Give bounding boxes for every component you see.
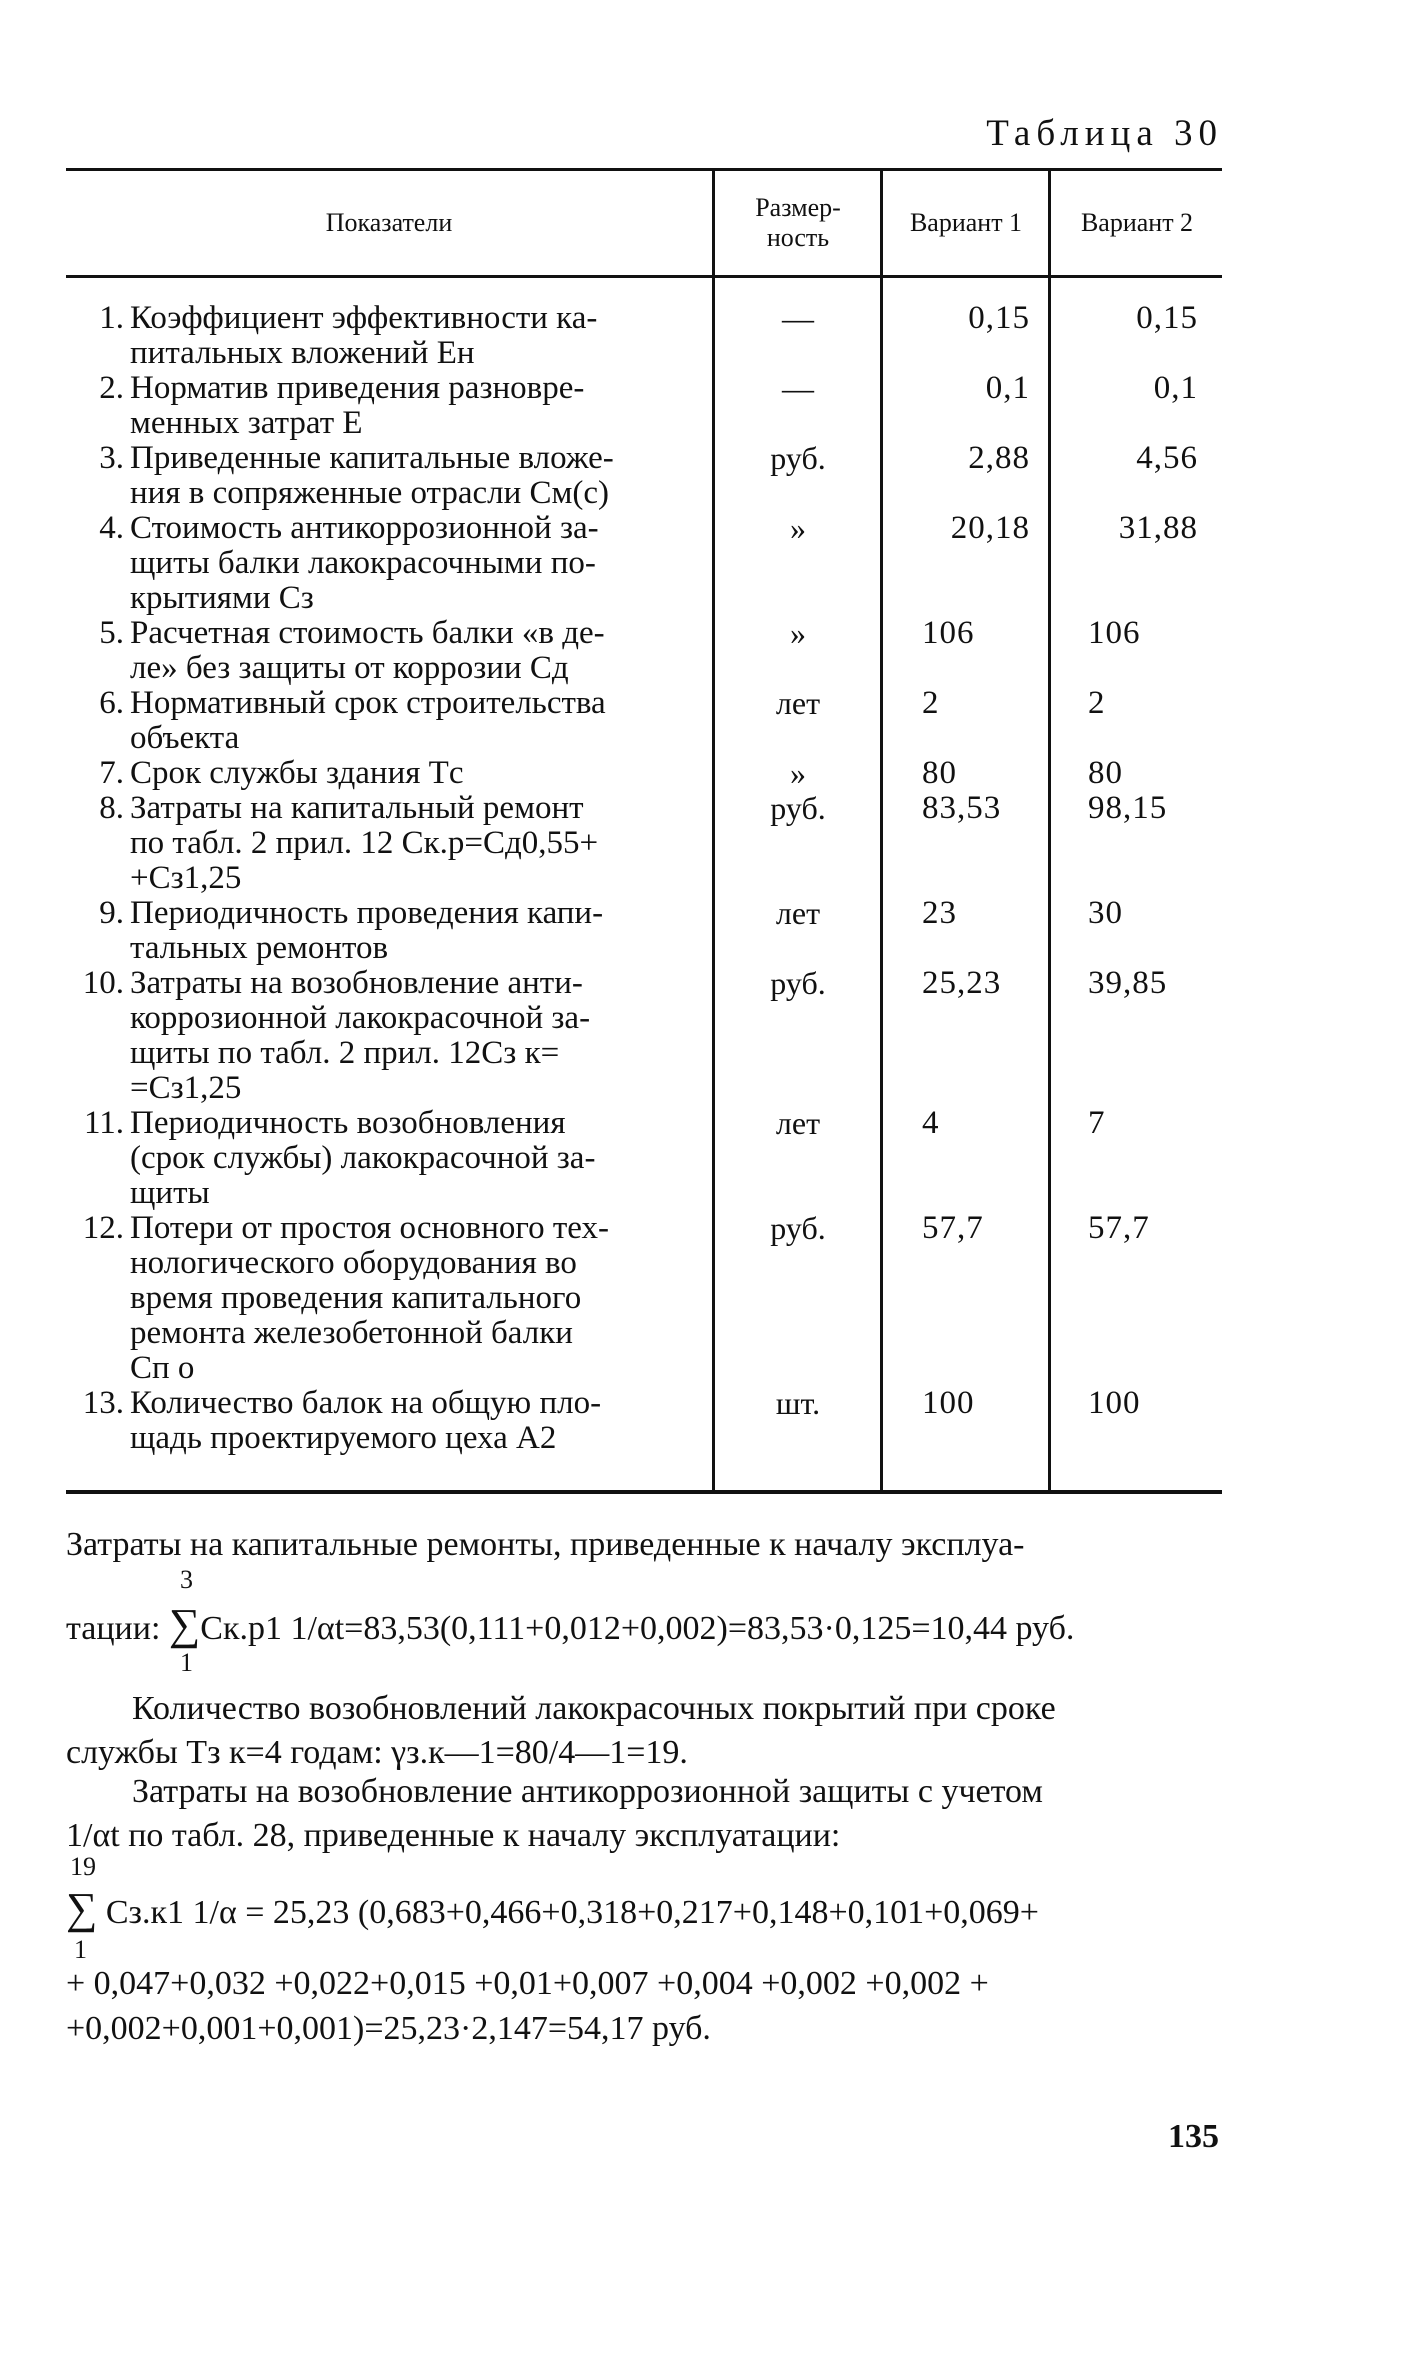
row-number: 9. (99, 895, 124, 931)
indicator-line: Потери от простоя основного тех- (130, 1210, 609, 1246)
paragraph-line: Затраты на возобновление антикоррозионной защиты с учетом (132, 1773, 1043, 1810)
sum-lower-limit: 1 (74, 1935, 87, 1964)
row-indicator (130, 966, 708, 1106)
row-number: 12. (82, 1210, 124, 1246)
row-number: 5. (99, 615, 124, 651)
indicator-line: Приведенные капитальные вложе- (130, 440, 614, 476)
header-variant2: Вариант 2 (1080, 208, 1194, 238)
indicator-line: Коэффициент эффективности ка- (130, 300, 598, 336)
row-indicator (130, 1211, 708, 1386)
row-indicator (130, 756, 708, 791)
row-indicator (130, 1386, 708, 1456)
row-variant2: 0,15 (1136, 300, 1198, 336)
indicator-line: питальных вложений Eн (130, 335, 475, 371)
row-number: 3. (99, 440, 124, 476)
indicator-line: по табл. 2 прил. 12 Cк.р=Cд0,55+ (130, 825, 599, 861)
row-variant1: 25,23 (922, 965, 1002, 1001)
row-dimension: руб. (770, 965, 826, 1001)
row-variant2: 106 (1088, 615, 1141, 651)
indicator-line: Стоимость антикоррозионной за- (130, 510, 599, 546)
indicator-line: (срок службы) лакокрасочной за- (130, 1140, 596, 1176)
row-number: 8. (99, 790, 124, 826)
indicator-line: Затраты на капитальный ремонт (130, 790, 584, 826)
row-variant1: 20,18 (950, 510, 1030, 546)
row-variant1: 23 (922, 895, 957, 931)
row-variant1: 2 (922, 685, 940, 721)
formula-body: Cз.к1 1/α = 25,23 (0,683+0,466+0,318+0,217+0,148+0,101+0,069+ (105, 1894, 1039, 1931)
row-variant1: 4 (922, 1105, 940, 1141)
row-variant2: 98,15 (1088, 790, 1168, 826)
row-variant1: 106 (922, 615, 975, 651)
indicator-line: Cп о (130, 1350, 195, 1386)
row-indicator (130, 1106, 708, 1211)
indicator-line: +Cз1,25 (130, 860, 242, 896)
row-dimension: » (790, 510, 806, 546)
column-divider (712, 171, 715, 1490)
indicator-line: коррозионной лакокрасочной за- (130, 1000, 591, 1036)
indicator-line: =Cз1,25 (130, 1070, 242, 1106)
indicator-line: Нормативный срок строительства (130, 685, 606, 721)
formula-result: +0,002+0,001+0,001)=25,23·2,147=54,17 руб. (66, 2010, 711, 2047)
paragraph-line: Количество возобновлений лакокрасочных покрытий при сроке (132, 1690, 1056, 1727)
paragraph-line: службы Tз к=4 годам: γз.к—1=80/4—1=19. (66, 1734, 688, 1771)
indicator-line: ния в сопряженные отрасли Cм(c) (130, 475, 610, 511)
row-variant2: 7 (1088, 1105, 1106, 1141)
row-number: 4. (99, 510, 124, 546)
row-dimension: — (782, 300, 814, 336)
paragraph-line: 1/αt по табл. 28, приведенные к началу эксплуатации: (66, 1817, 841, 1854)
sum-upper-limit: 19 (70, 1852, 96, 1881)
sum-lower-limit: 1 (180, 1648, 193, 1677)
indicator-line: щадь проектируемого цеха A2 (130, 1420, 557, 1456)
formula-continuation: + 0,047+0,032 +0,022+0,015 +0,01+0,007 +0,004 +0,002 +0,002 + (66, 1965, 989, 2002)
row-number: 6. (99, 685, 124, 721)
row-variant1: 57,7 (922, 1210, 984, 1246)
row-indicator (130, 371, 708, 441)
indicator-line: ле» без защиты от коррозии Cд (130, 650, 569, 686)
row-indicator (130, 896, 708, 966)
sigma-icon: ∑ (168, 1600, 201, 1649)
row-number: 1. (99, 300, 124, 336)
indicator-line: Расчетная стоимость балки «в де- (130, 615, 605, 651)
formula-prefix: тации: (66, 1610, 169, 1647)
row-dimension: — (782, 370, 814, 406)
indicator-line: Затраты на возобновление анти- (130, 965, 583, 1001)
paragraph-renewals-count (66, 1687, 1222, 1775)
row-variant2: 80 (1088, 755, 1123, 791)
header-indicators: Показатели (325, 208, 453, 238)
indicator-line: нологического оборудования во (130, 1245, 577, 1281)
row-indicator (130, 511, 708, 616)
header-dimension-line1: Размер- (755, 193, 841, 223)
row-dimension: руб. (770, 1210, 826, 1246)
indicator-line: ремонта железобетонной балки (130, 1315, 573, 1351)
column-divider (880, 171, 883, 1490)
indicator-line: щиты (130, 1175, 210, 1211)
row-indicator (130, 301, 708, 371)
row-indicator (130, 441, 708, 511)
indicator-line: щиты по табл. 2 прил. 12Cз к= (130, 1035, 560, 1071)
row-dimension: шт. (775, 1385, 821, 1421)
indicator-line: щиты балки лакокрасочными по- (130, 545, 596, 581)
table-bottom-rule (66, 1490, 1222, 1494)
row-dimension: лет (775, 895, 821, 931)
table-title: Таблица 30 (986, 113, 1223, 154)
sum-upper-limit: 3 (180, 1565, 193, 1594)
row-dimension: » (790, 615, 806, 651)
header-variant1: Вариант 1 (909, 208, 1023, 238)
row-variant2: 30 (1088, 895, 1123, 931)
header-dimension-line2: ность (766, 223, 830, 252)
row-variant1: 0,1 (985, 370, 1030, 406)
paragraph-repair-costs: Затраты на капитальные ремонты, приведенные к началу эксплуа- (66, 1526, 1025, 1563)
indicator-line: Норматив приведения разновре- (130, 370, 585, 406)
formula-renewal-costs (66, 1884, 1226, 1935)
row-dimension: руб. (770, 440, 826, 476)
row-indicator (130, 791, 708, 896)
row-variant1: 80 (922, 755, 957, 791)
row-number: 2. (99, 370, 124, 406)
row-dimension: лет (775, 1105, 821, 1141)
row-number: 13. (82, 1385, 124, 1421)
page-number: 135 (1168, 2118, 1219, 2155)
row-variant1: 83,53 (922, 790, 1002, 826)
row-variant1: 0,15 (968, 300, 1030, 336)
row-dimension: » (790, 755, 806, 791)
row-number: 7. (99, 755, 124, 791)
indicator-line: менных затрат E (130, 405, 363, 441)
indicator-line: Периодичность возобновления (130, 1105, 566, 1141)
indicator-line: объекта (130, 720, 240, 756)
indicator-line: время проведения капитального (130, 1280, 582, 1316)
row-indicator (130, 616, 708, 686)
row-variant2: 2 (1088, 685, 1106, 721)
indicator-line: тальных ремонтов (130, 930, 389, 966)
formula-body: Cк.р1 1/αt=83,53(0,111+0,012+0,002)=83,53·0,125=10,44 руб. (200, 1610, 1075, 1647)
row-dimension: лет (775, 685, 821, 721)
row-variant2: 0,1 (1153, 370, 1198, 406)
row-variant2: 57,7 (1088, 1210, 1150, 1246)
row-variant2: 100 (1088, 1385, 1141, 1421)
indicator-line: Количество балок на общую пло- (130, 1385, 602, 1421)
row-variant2: 39,85 (1088, 965, 1168, 1001)
column-divider (1048, 171, 1051, 1490)
indicator-line: крытиями Cз (130, 580, 314, 616)
row-number: 10. (82, 965, 124, 1001)
row-indicator (130, 686, 708, 756)
sigma-icon: ∑ (66, 1884, 98, 1933)
row-variant1: 100 (922, 1385, 975, 1421)
indicator-line: Срок службы здания Tс (130, 755, 464, 791)
row-variant1: 2,88 (968, 440, 1030, 476)
row-dimension: руб. (770, 790, 826, 826)
formula-repair-costs (66, 1600, 1226, 1651)
paragraph-renewal-costs (66, 1770, 1222, 1858)
row-variant2: 31,88 (1118, 510, 1198, 546)
indicator-line: Периодичность проведения капи- (130, 895, 604, 931)
row-variant2: 4,56 (1136, 440, 1198, 476)
header-dimension (716, 171, 880, 275)
row-number: 11. (83, 1105, 124, 1141)
